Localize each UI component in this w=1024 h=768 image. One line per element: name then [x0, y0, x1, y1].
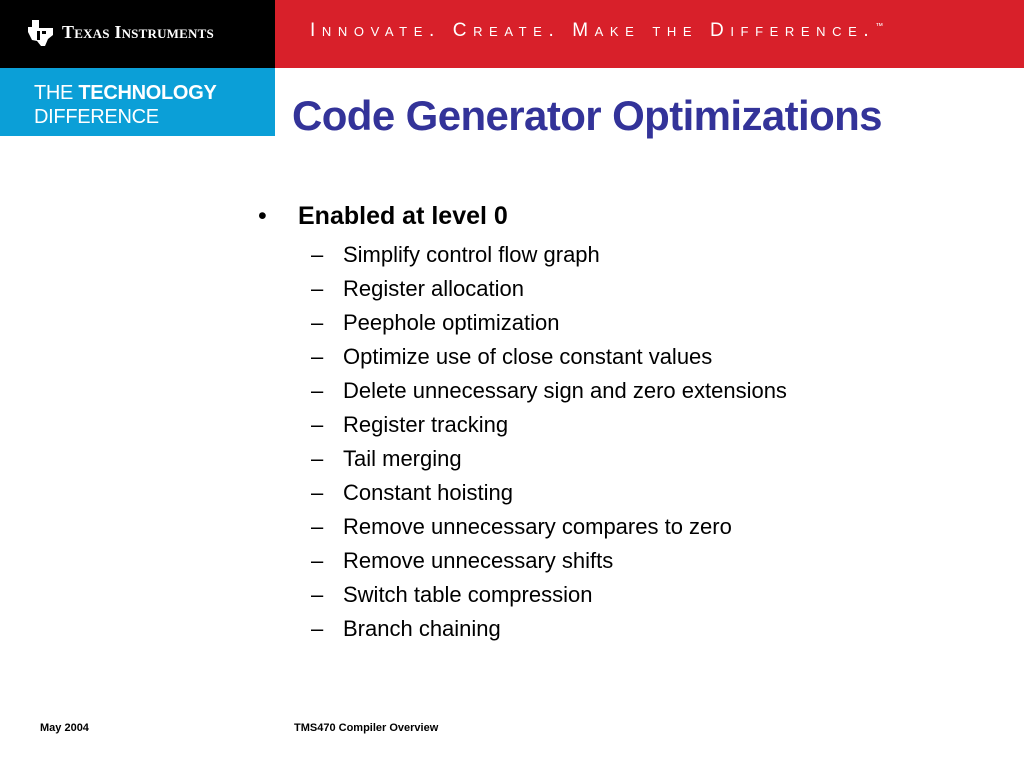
texas-state-logo-icon [26, 18, 54, 48]
ti-logo-box [0, 0, 275, 68]
badge-line-1: THE TECHNOLOGY [34, 82, 217, 104]
trademark-mark: ™ [875, 21, 884, 31]
tagline: Innovate. Create. Make the Difference.™ [310, 20, 884, 41]
technology-difference-badge [0, 68, 275, 136]
logo-text: Texas Instruments [62, 22, 214, 42]
tagline-bar [275, 0, 1024, 68]
bullet-marker: • [258, 202, 267, 230]
footer-title: TMS470 Compiler Overview [294, 722, 439, 734]
badge-line-2: DIFFERENCE [34, 106, 159, 128]
main-bullet-text: Enabled at level 0 [298, 202, 508, 230]
slide-title: Code Generator Optimizations [292, 92, 882, 139]
footer-date: May 2004 [40, 722, 89, 734]
